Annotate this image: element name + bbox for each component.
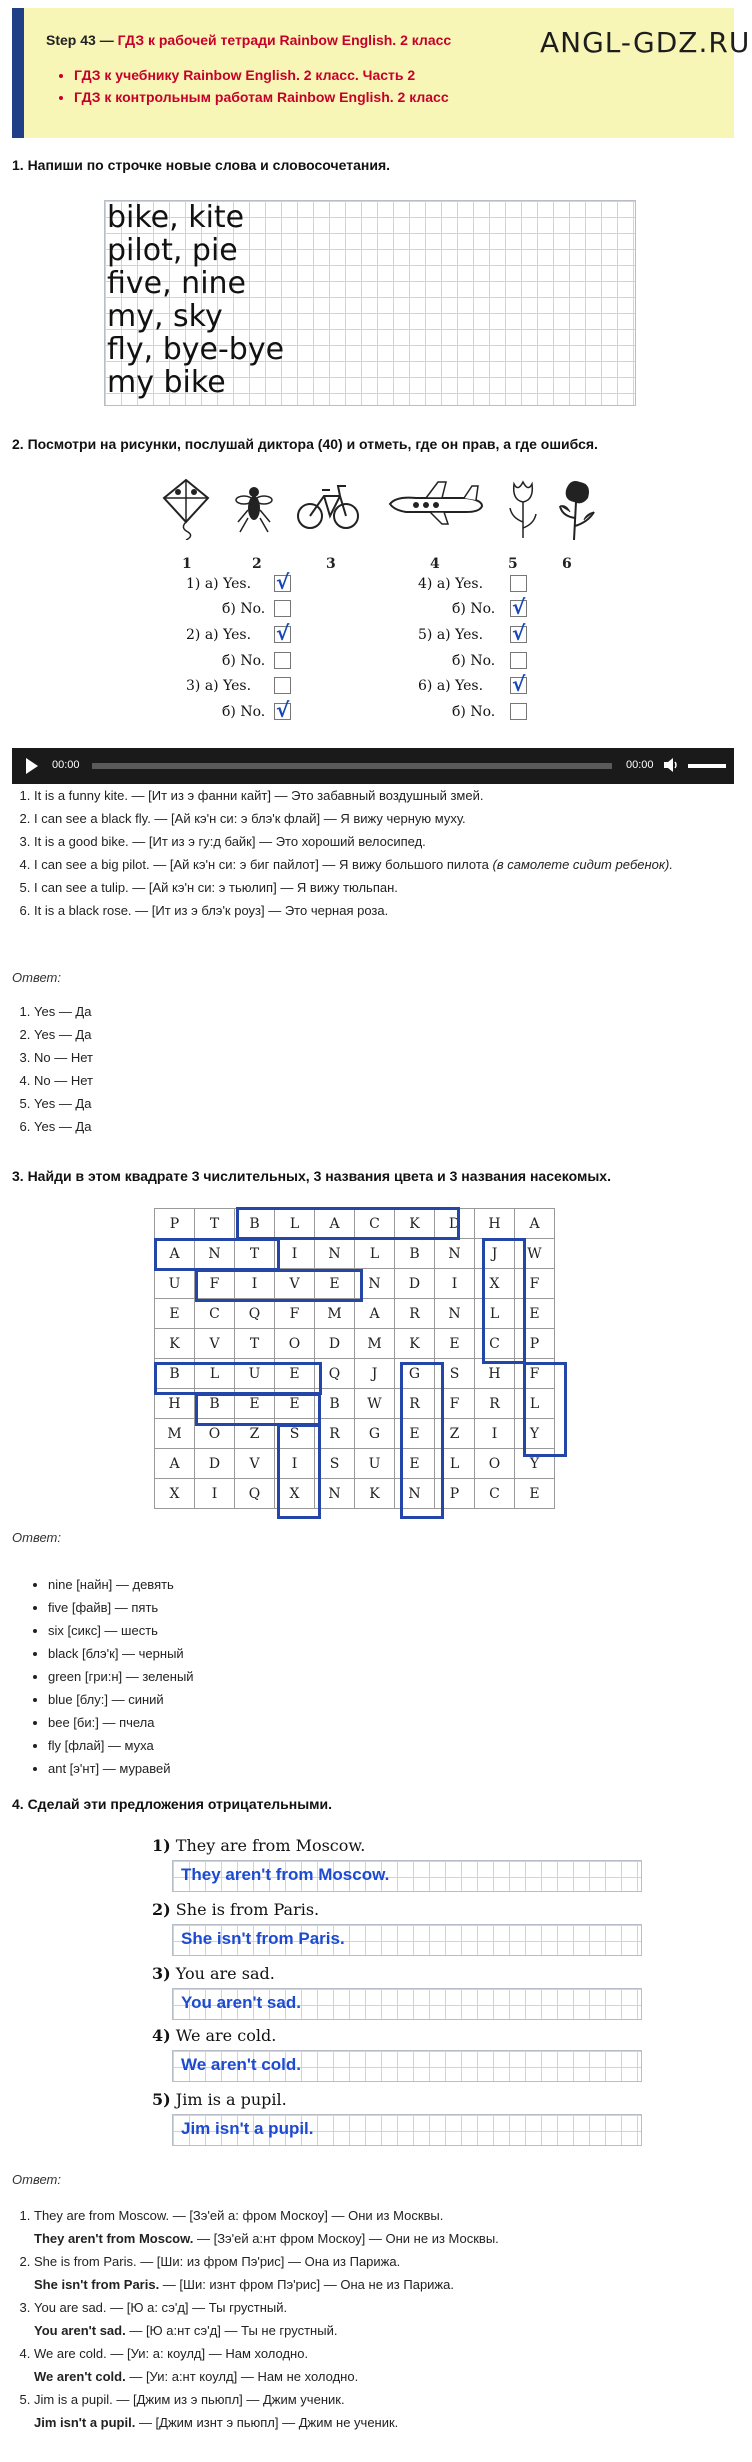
yes-no-label: 2) а) Yes.	[186, 627, 252, 643]
word-line: fly, bye-bye	[107, 332, 285, 367]
task3-title: 3. Найди в этом квадрате 3 числительных, 3 названия цвета и 3 названия насекомых.	[12, 1168, 611, 1184]
list-item: 1. It is a funny kite. — [Ит из э фанни кайт] — Это забавный воздушный змей.	[34, 784, 732, 807]
grid-cell: P	[435, 1479, 475, 1509]
grid-cell: Q	[315, 1359, 355, 1389]
grid-cell: T	[235, 1239, 275, 1269]
checkbox[interactable]	[274, 677, 291, 694]
grid-cell: J	[355, 1359, 395, 1389]
grid-cell: L	[355, 1239, 395, 1269]
yes-no-label: б) No.	[452, 704, 496, 720]
answer-list	[12, 1560, 194, 1793]
audio-player	[12, 748, 734, 784]
grid-row	[155, 1329, 555, 1359]
grid-cell: F	[435, 1389, 475, 1419]
list-item: 5. I can see a tulip. — [Ай кэ'н си: э тьюлип] — Я вижу тюльпан.	[34, 876, 732, 899]
grid-cell: N	[435, 1299, 475, 1329]
list-item: • five [файв] — пять	[48, 1596, 194, 1619]
checkbox[interactable]	[274, 652, 291, 669]
grid-cell: D	[315, 1329, 355, 1359]
picture-number: 6	[562, 556, 572, 572]
grid-cell: E	[435, 1329, 475, 1359]
answer-list	[12, 1000, 93, 1138]
kite-icon	[160, 478, 212, 540]
list-item: 4. We are cold. — [Уи: а: коулд] — Нам холодно. We aren't cold. — [Уи: а:нт коулд] — Нам не холодно.	[34, 2342, 732, 2388]
yes-no-label: 3) а) Yes.	[186, 678, 252, 694]
grid-cell: I	[275, 1449, 315, 1479]
volume-slider[interactable]	[688, 764, 726, 768]
grid-cell: D	[435, 1209, 475, 1239]
list-item: • ant [э'нт] — муравей	[48, 1757, 194, 1780]
grid-cell: Q	[235, 1299, 275, 1329]
rose-icon	[556, 478, 598, 542]
checkbox[interactable]	[274, 570, 291, 594]
grid-cell: N	[315, 1479, 355, 1509]
grid-cell: W	[355, 1389, 395, 1419]
yes-no-label: 6) а) Yes.	[418, 678, 484, 694]
word-line: pilot, pie	[107, 233, 238, 268]
list-item: • black [блэ'к] — черный	[48, 1642, 194, 1665]
check-mark-icon: √	[512, 672, 526, 696]
site-watermark: ANGL-GDZ.RU	[540, 26, 751, 59]
grid-cell: X	[275, 1479, 315, 1509]
grid-row	[155, 1239, 555, 1269]
picture-number: 1	[182, 556, 192, 572]
airplane-icon	[386, 478, 486, 528]
list-item: • blue [блу:] — синий	[48, 1688, 194, 1711]
link-textbook[interactable]: • ГДЗ к учебнику Rainbow English. 2 класс. Часть 2	[74, 64, 734, 86]
negative-answer: You aren't sad.	[181, 1993, 301, 2012]
grid-cell: Q	[235, 1479, 275, 1509]
list-item: • nine [найн] — девять	[48, 1573, 194, 1596]
checkbox[interactable]	[510, 672, 527, 696]
grid-cell: L	[475, 1299, 515, 1329]
grid-cell: B	[235, 1209, 275, 1239]
list-item: 2. Yes — Да	[34, 1023, 93, 1046]
handwriting-grid	[104, 200, 636, 406]
picture-row	[160, 478, 600, 548]
grid-cell: S	[435, 1359, 475, 1389]
grid-cell: U	[355, 1449, 395, 1479]
grid-row	[155, 1479, 555, 1509]
grid-cell: O	[195, 1419, 235, 1449]
check-mark-icon: √	[276, 570, 290, 594]
grid-cell: N	[435, 1239, 475, 1269]
list-item: 3. No — Нет	[34, 1046, 93, 1069]
answer-grid	[172, 1988, 642, 2020]
yes-no-label: б) No.	[452, 601, 496, 617]
header-links	[46, 64, 734, 108]
word-line: my bike	[107, 365, 226, 400]
yes-no-label: б) No.	[222, 704, 266, 720]
grid-cell: X	[155, 1479, 195, 1509]
grid-cell: X	[475, 1269, 515, 1299]
grid-cell: P	[155, 1209, 195, 1239]
answer-label: Ответ:	[12, 1530, 61, 1545]
check-mark-icon: √	[276, 621, 290, 645]
grid-cell: F	[515, 1359, 555, 1389]
grid-cell: C	[195, 1299, 235, 1329]
answer-grid	[172, 1924, 642, 1956]
grid-cell: L	[435, 1449, 475, 1479]
grid-cell: E	[275, 1389, 315, 1419]
checkbox[interactable]	[274, 698, 291, 722]
task1-title: 1. Напиши по строчке новые слова и словосочетания.	[12, 157, 390, 173]
transcript-list	[12, 784, 732, 922]
list-item: 4. No — Нет	[34, 1069, 93, 1092]
list-item: • six [сикс] — шесть	[48, 1619, 194, 1642]
yes-no-label: б) No.	[452, 653, 496, 669]
grid-cell: S	[275, 1419, 315, 1449]
check-mark-icon: √	[512, 621, 526, 645]
grid-cell: D	[395, 1269, 435, 1299]
grid-cell: T	[195, 1209, 235, 1239]
grid-row	[155, 1359, 555, 1389]
sentence: 2) She is from Paris.	[152, 1900, 320, 1919]
sentence: 5) Jim is a pupil.	[152, 2090, 287, 2109]
grid-cell: L	[515, 1389, 555, 1419]
list-item: 6. Yes — Да	[34, 1115, 93, 1138]
tulip-icon	[506, 478, 540, 540]
list-item: 3. It is a good bike. — [Ит из э гу:д байк] — Это хороший велосипед.	[34, 830, 732, 853]
grid-cell: A	[315, 1209, 355, 1239]
grid-cell: E	[395, 1419, 435, 1449]
list-item: • bee [би:] — пчела	[48, 1711, 194, 1734]
list-item: 4. I can see a big pilot. — [Ай кэ'н си: э биг пайлот] — Я вижу большого пилота (в самолете сидит ребенок).	[34, 853, 732, 876]
grid-cell: I	[195, 1479, 235, 1509]
list-item: 1. They are from Moscow. — [Зэ'ей а: фром Москоу] — Они из Москвы. They aren't from Moscow. — [Зэ'ей а:нт фром Москоу] — Они не из Москвы.	[34, 2204, 732, 2250]
list-item: 5. Jim is a pupil. — [Джим из э пьюпл] — Джим ученик. Jim isn't a pupil. — [Джим изнт э пьюпл] — Джим не ученик.	[34, 2388, 732, 2434]
picture-number: 2	[252, 556, 262, 572]
answer-grid	[172, 2114, 642, 2146]
negative-answer: She isn't from Paris.	[181, 1929, 345, 1948]
task4-title: 4. Сделай эти предложения отрицательными.	[12, 1796, 333, 1812]
grid-cell: N	[355, 1269, 395, 1299]
checkbox[interactable]	[510, 652, 527, 669]
grid-row	[155, 1419, 555, 1449]
answer-label: Ответ:	[12, 2172, 61, 2187]
grid-cell: I	[435, 1269, 475, 1299]
word-search-grid	[154, 1208, 555, 1509]
grid-cell: K	[155, 1329, 195, 1359]
step-link[interactable]: ГДЗ к рабочей тетради Rainbow English. 2 класс	[117, 32, 452, 48]
grid-cell: U	[155, 1269, 195, 1299]
word-line: my, sky	[107, 299, 223, 334]
grid-cell: B	[315, 1389, 355, 1419]
grid-cell: S	[315, 1449, 355, 1479]
grid-cell: R	[475, 1389, 515, 1419]
grid-cell: C	[475, 1329, 515, 1359]
checkbox[interactable]	[510, 621, 527, 645]
grid-cell: I	[475, 1419, 515, 1449]
check-mark-icon: √	[512, 595, 526, 619]
grid-cell: K	[395, 1209, 435, 1239]
grid-cell: T	[235, 1329, 275, 1359]
grid-row	[155, 1389, 555, 1419]
grid-cell: E	[155, 1299, 195, 1329]
grid-cell: M	[315, 1299, 355, 1329]
grid-cell: E	[315, 1269, 355, 1299]
grid-cell: R	[395, 1389, 435, 1419]
grid-cell: A	[155, 1449, 195, 1479]
grid-cell: G	[355, 1419, 395, 1449]
answer-grid	[172, 2050, 642, 2082]
list-item: • green [гри:н] — зеленый	[48, 1665, 194, 1688]
grid-row	[155, 1299, 555, 1329]
grid-cell: O	[475, 1449, 515, 1479]
picture-number: 4	[430, 556, 440, 572]
grid-cell: F	[275, 1299, 315, 1329]
yes-no-label: 1) а) Yes.	[186, 576, 252, 592]
grid-cell: K	[355, 1479, 395, 1509]
step-label: Step 43 —	[46, 32, 114, 48]
checkbox[interactable]	[274, 621, 291, 645]
grid-cell: P	[515, 1329, 555, 1359]
grid-cell: E	[515, 1299, 555, 1329]
checkbox[interactable]	[274, 600, 291, 617]
check-mark-icon: √	[276, 698, 290, 722]
grid-row	[155, 1269, 555, 1299]
yes-no-label: б) No.	[222, 653, 266, 669]
negative-answer: They aren't from Moscow.	[181, 1865, 390, 1884]
grid-cell: I	[275, 1239, 315, 1269]
word-line: bike, kite	[107, 200, 245, 235]
grid-cell: C	[355, 1209, 395, 1239]
answer-grid	[172, 1860, 642, 1892]
grid-cell: B	[395, 1239, 435, 1269]
grid-cell: H	[155, 1389, 195, 1419]
list-item: 2. She is from Paris. — [Ши: из фром Пэ'рис] — Она из Парижа. She isn't from Paris. — [Ши: изнт фром Пэ'рис] — Она не из Парижа.	[34, 2250, 732, 2296]
sentence: 3) You are sad.	[152, 1964, 275, 1983]
grid-cell: I	[235, 1269, 275, 1299]
bike-icon	[296, 478, 360, 532]
grid-cell: B	[155, 1359, 195, 1389]
grid-cell: R	[395, 1299, 435, 1329]
grid-cell: F	[515, 1269, 555, 1299]
grid-cell: V	[195, 1329, 235, 1359]
list-item: 3. You are sad. — [Ю а: сэ'д] — Ты грустный. You aren't sad. — [Ю а:нт сэ'д] — Ты не грустный.	[34, 2296, 732, 2342]
grid-cell: N	[195, 1239, 235, 1269]
grid-cell: K	[395, 1329, 435, 1359]
grid-cell: D	[195, 1449, 235, 1479]
fly-icon	[234, 478, 274, 534]
play-icon[interactable]	[26, 758, 38, 774]
grid-cell: R	[315, 1419, 355, 1449]
grid-cell: E	[275, 1359, 315, 1389]
sentence: 4) We are cold.	[152, 2026, 277, 2045]
total-time: 00:00	[626, 759, 654, 771]
task2-title: 2. Посмотри на рисунки, послушай диктора (40) и отметь, где он прав, а где ошибся.	[12, 436, 598, 452]
grid-cell: F	[195, 1269, 235, 1299]
transcript-note: (в самолете сидит ребенок).	[492, 857, 673, 872]
grid-cell: L	[275, 1209, 315, 1239]
grid-cell: Y	[515, 1419, 555, 1449]
grid-cell: G	[395, 1359, 435, 1389]
checkbox[interactable]	[510, 703, 527, 720]
grid-cell: Y	[515, 1449, 555, 1479]
grid-cell: J	[475, 1239, 515, 1269]
list-item: • fly [флай] — муха	[48, 1734, 194, 1757]
grid-cell: C	[475, 1479, 515, 1509]
picture-number: 3	[326, 556, 336, 572]
word-line: five, nine	[107, 266, 246, 301]
list-item: 5. Yes — Да	[34, 1092, 93, 1115]
current-time: 00:00	[52, 759, 80, 771]
grid-cell: A	[515, 1209, 555, 1239]
answer-list	[12, 2204, 732, 2434]
picture-number: 5	[508, 556, 518, 572]
grid-cell: N	[395, 1479, 435, 1509]
seek-bar[interactable]	[92, 763, 612, 769]
list-item: 2. I can see a black fly. — [Ай кэ'н си: э блэ'к флай] — Я вижу черную муху.	[34, 807, 732, 830]
grid-cell: A	[355, 1299, 395, 1329]
checkbox[interactable]	[510, 575, 527, 592]
grid-cell: E	[235, 1389, 275, 1419]
checkbox[interactable]	[510, 595, 527, 619]
grid-cell: O	[275, 1329, 315, 1359]
yes-no-label: 4) а) Yes.	[418, 576, 484, 592]
answer-label: Ответ:	[12, 970, 61, 985]
volume-icon[interactable]	[664, 757, 678, 773]
grid-cell: H	[475, 1209, 515, 1239]
grid-cell: A	[155, 1239, 195, 1269]
list-item: 1. Yes — Да	[34, 1000, 93, 1023]
grid-cell: V	[275, 1269, 315, 1299]
grid-cell: U	[235, 1359, 275, 1389]
yes-no-label: б) No.	[222, 601, 266, 617]
grid-cell: E	[515, 1479, 555, 1509]
grid-cell: E	[395, 1449, 435, 1479]
sentence: 1) They are from Moscow.	[152, 1836, 366, 1855]
grid-cell: V	[235, 1449, 275, 1479]
grid-cell: L	[195, 1359, 235, 1389]
grid-row	[155, 1449, 555, 1479]
negative-answer: Jim isn't a pupil.	[181, 2119, 314, 2138]
link-tests[interactable]: • ГДЗ к контрольным работам Rainbow English. 2 класс	[74, 86, 734, 108]
grid-cell: Z	[235, 1419, 275, 1449]
negative-answer: We aren't cold.	[181, 2055, 301, 2074]
grid-cell: W	[515, 1239, 555, 1269]
grid-row	[155, 1209, 555, 1239]
list-item: 6. It is a black rose. — [Ит из э блэ'к роуз] — Это черная роза.	[34, 899, 732, 922]
grid-cell: B	[195, 1389, 235, 1419]
grid-cell: Z	[435, 1419, 475, 1449]
grid-cell: H	[475, 1359, 515, 1389]
grid-cell: M	[155, 1419, 195, 1449]
yes-no-label: 5) а) Yes.	[418, 627, 484, 643]
grid-cell: M	[355, 1329, 395, 1359]
grid-cell: N	[315, 1239, 355, 1269]
